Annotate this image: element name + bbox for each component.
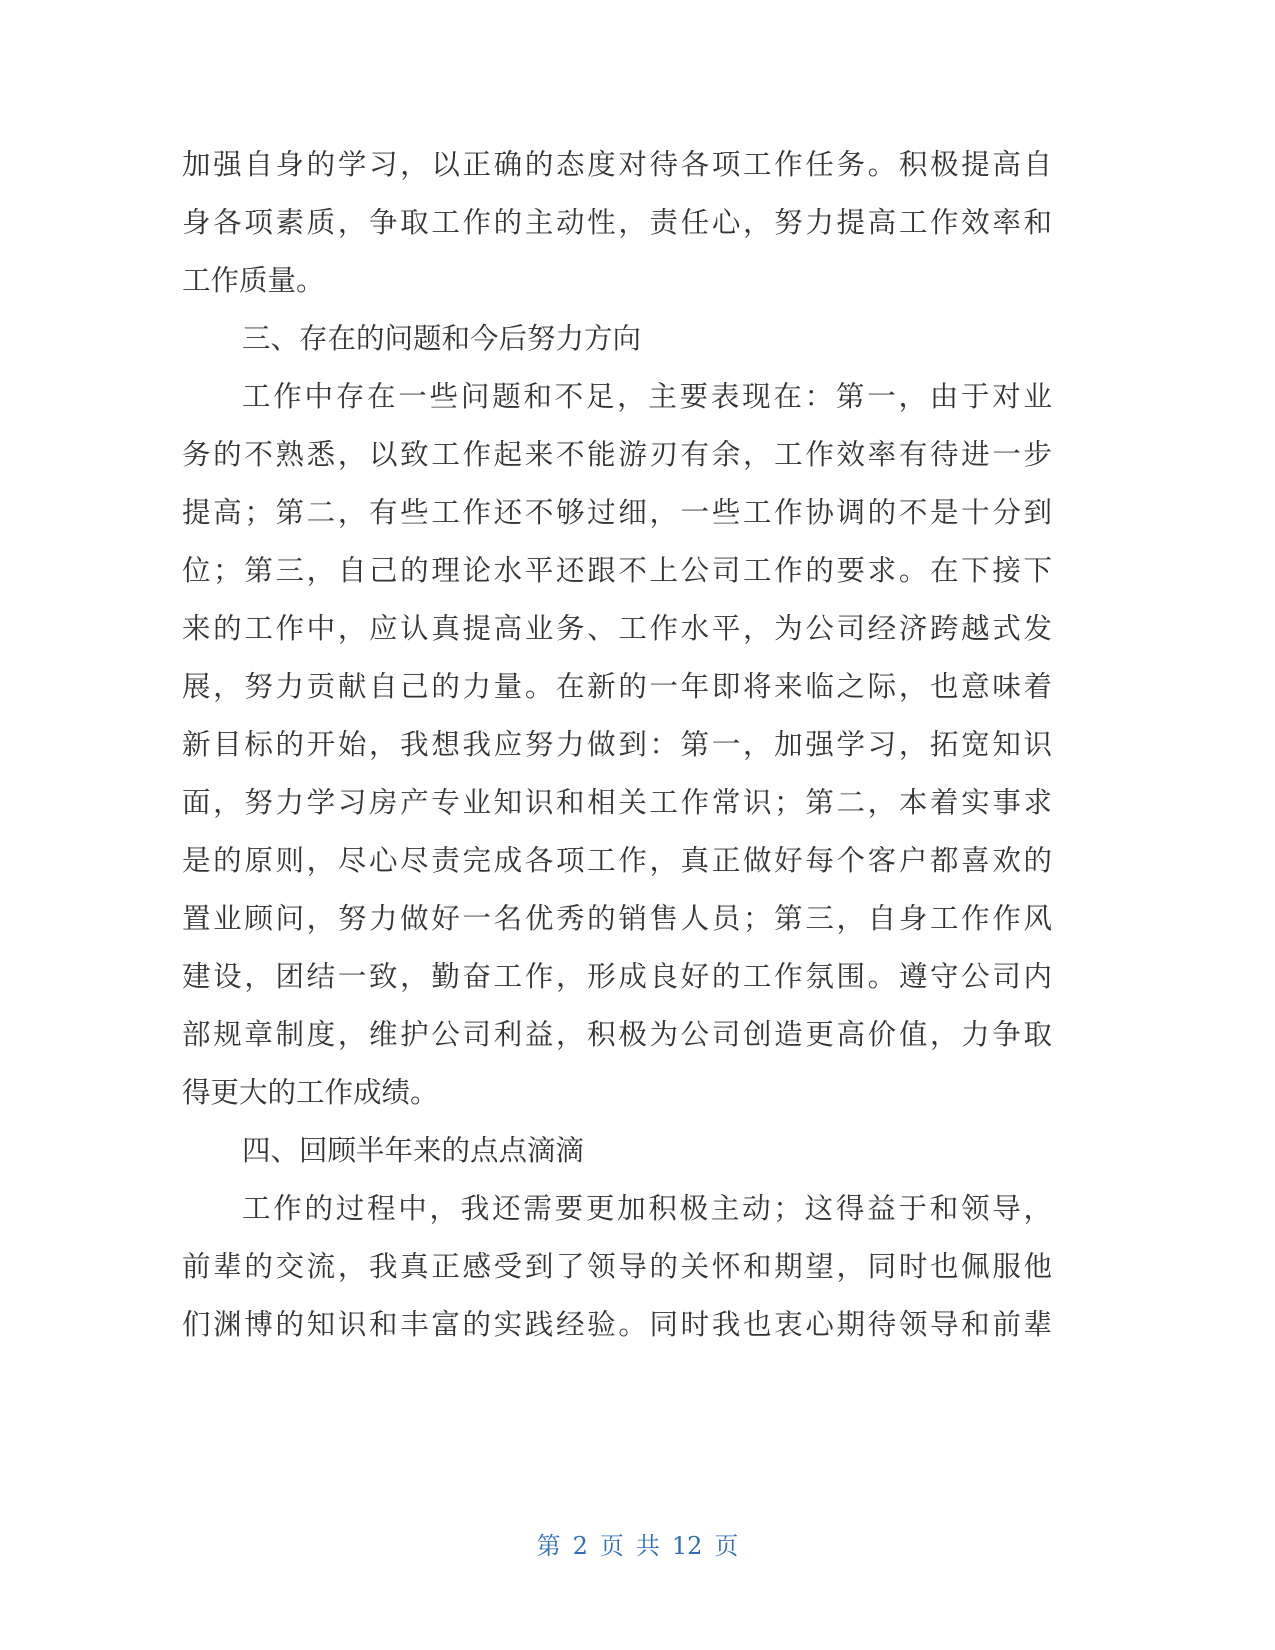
text-line: 展，努力贡献自己的力量。在新的一年即将来临之际，也意味着 [182, 670, 1052, 703]
footer-prefix: 第 [536, 1532, 561, 1560]
text-line: 加强自身的学习，以正确的态度对待各项工作任务。积极提高自 [182, 148, 1052, 181]
footer-total-word: 共 [635, 1532, 660, 1560]
footer-suffix: 页 [714, 1532, 739, 1560]
text-line: 务的不熟悉，以致工作起来不能游刃有余，工作效率有待进一步 [182, 438, 1052, 471]
text-line: 建设，团结一致，勤奋工作，形成良好的工作氛围。遵守公司内 [182, 960, 1052, 993]
footer-page-word: 页 [599, 1532, 624, 1560]
footer-current-page: 2 [572, 1532, 588, 1560]
text-line: 得更大的工作成绩。 [182, 1076, 439, 1109]
text-line: 工作的过程中，我还需要更加积极主动；这得益于和领导， [242, 1192, 1052, 1225]
text-line: 提高；第二，有些工作还不够过细，一些工作协调的不是十分到 [182, 496, 1052, 529]
text-line: 是的原则，尽心尽责完成各项工作，真正做好每个客户都喜欢的 [182, 844, 1052, 877]
page-footer [0, 1530, 1275, 1562]
text-line: 身各项素质，争取工作的主动性，责任心，努力提高工作效率和 [182, 206, 1052, 239]
text-line: 工作中存在一些问题和不足，主要表现在：第一，由于对业 [242, 380, 1052, 413]
document-body [182, 136, 1052, 1354]
text-line: 四、回顾半年来的点点滴滴 [242, 1134, 585, 1167]
text-line: 部规章制度，维护公司利益，积极为公司创造更高价值，力争取 [182, 1018, 1052, 1051]
text-line: 面，努力学习房产专业知识和相关工作常识；第二，本着实事求 [182, 786, 1052, 819]
text-line: 来的工作中，应认真提高业务、工作水平，为公司经济跨越式发 [182, 612, 1052, 645]
text-line: 前辈的交流，我真正感受到了领导的关怀和期望，同时也佩服他 [182, 1250, 1052, 1283]
text-line: 新目标的开始，我想我应努力做到：第一，加强学习，拓宽知识 [182, 728, 1052, 761]
text-line: 位；第三，自己的理论水平还跟不上公司工作的要求。在下接下 [182, 554, 1052, 587]
footer-total-pages: 12 [671, 1532, 703, 1560]
text-line: 们渊博的知识和丰富的实践经验。同时我也衷心期待领导和前辈 [182, 1308, 1052, 1341]
text-line: 工作质量。 [182, 264, 325, 297]
text-line: 置业顾问，努力做好一名优秀的销售人员；第三，自身工作作风 [182, 902, 1052, 935]
text-line: 三、存在的问题和今后努力方向 [242, 322, 642, 355]
